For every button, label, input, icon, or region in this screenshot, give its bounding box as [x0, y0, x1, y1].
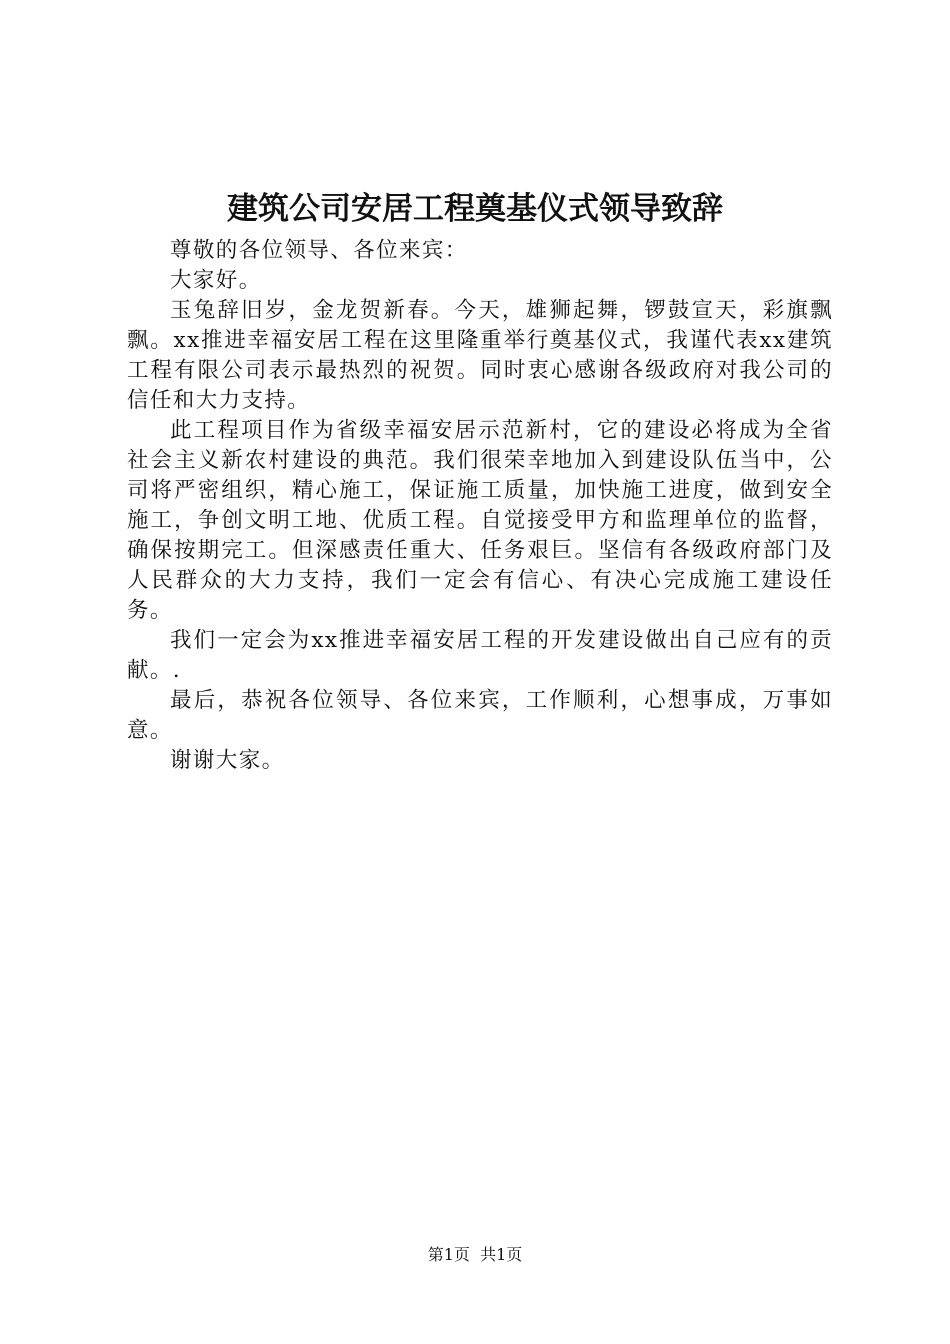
document-title: 建筑公司安居工程奠基仪式领导致辞 [227, 191, 723, 227]
document-body [127, 236, 833, 776]
paragraph-wishes: 最后，恭祝各位领导、各位来宾，工作顺利，心想事成，万事如意。 [127, 688, 833, 743]
salutation: 尊敬的各位领导、各位来宾： [170, 238, 468, 263]
paragraph-project: 此工程项目作为省级幸福安居示范新村，它的建设必将成为全省社会主义新农村建设的典范。我们很荣幸地加入到建设队伍当中，公司将严密组织，精心施工，保证施工质量，加快施工进度，做到安全施工，争创文明工地、优质工程。自觉接受甲方和监理单位的监督，确保按期完工。但深感责任重大、任务艰巨。坚信有各级政府部门及人民群众的大力支持，我们一定会有信心、有决心完成施工建设任务。 [127, 418, 833, 623]
page-number: 第1页 共1页 [427, 1245, 523, 1264]
greeting: 大家好。 [170, 268, 262, 293]
paragraph-opening: 玉兔辞旧岁，金龙贺新春。今天，雄狮起舞，锣鼓宣天，彩旗飘飘。xx推进幸福安居工程在这里隆重举行奠基仪式，我谨代表xx建筑工程有限公司表示最热烈的祝贺。同时衷心感谢各级政府对我公司的信任和大力支持。 [127, 298, 833, 413]
page-footer [0, 1243, 950, 1267]
paragraph-commitment: 我们一定会为xx推进幸福安居工程的开发建设做出自己应有的贡献。. [127, 628, 833, 683]
closing: 谢谢大家。 [170, 748, 285, 773]
